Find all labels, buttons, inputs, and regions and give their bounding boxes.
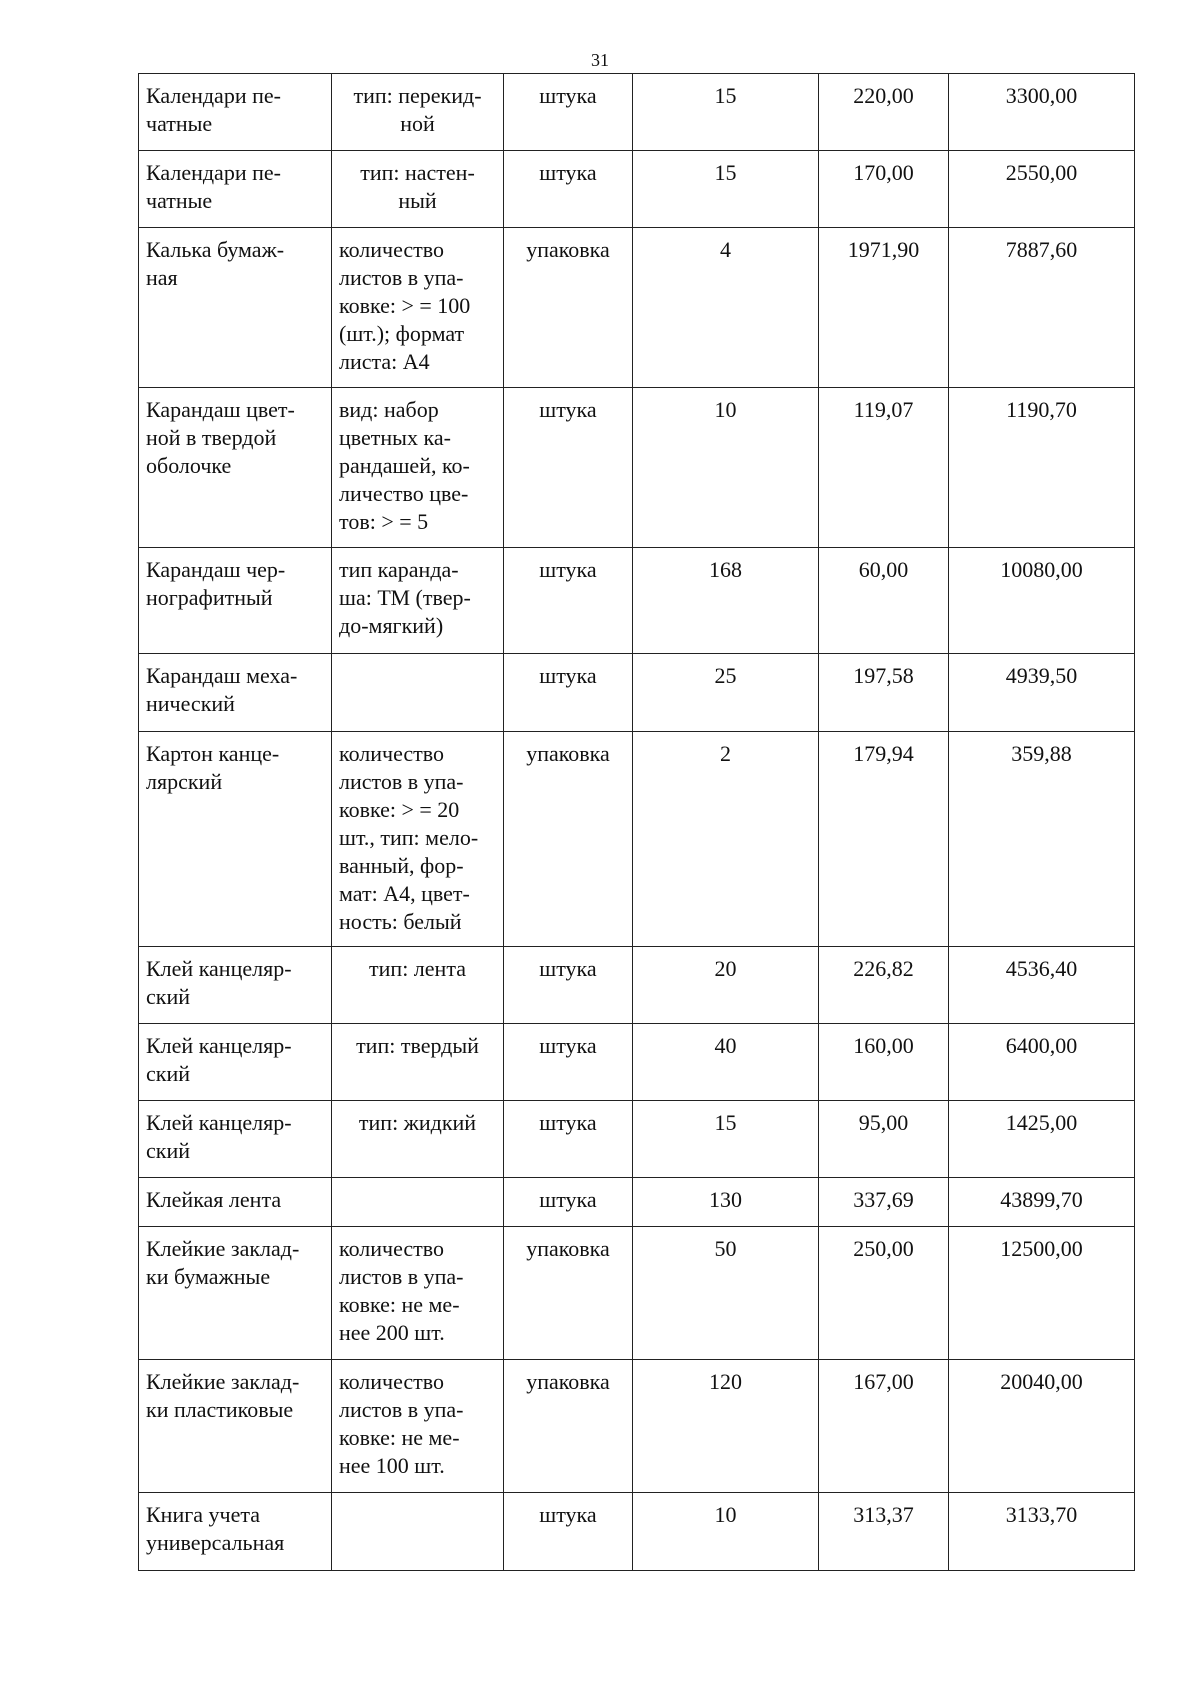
item-name-cell-text: Книга учета универсальная xyxy=(146,1502,285,1555)
item-name-cell-text: Картон канце- лярский xyxy=(146,741,280,794)
item-name-cell-text: Календари пе- чатные xyxy=(146,83,281,136)
item-unit-cell xyxy=(504,947,633,1024)
item-quantity-cell-text: 25 xyxy=(714,663,737,688)
item-price-cell-text: 119,07 xyxy=(853,397,914,422)
table-row xyxy=(139,1101,1135,1178)
item-spec-cell-text: количество листов в упа- ковке: не ме- нее 100 шт. xyxy=(339,1369,464,1478)
item-unit-cell xyxy=(504,654,633,732)
item-spec-cell xyxy=(332,1360,504,1493)
item-spec-cell-text: количество листов в упа- ковке: > = 100 (шт.); формат листа: А4 xyxy=(339,237,471,374)
item-total-cell xyxy=(949,151,1135,228)
item-total-cell-text: 3133,70 xyxy=(1005,1502,1078,1527)
item-total-cell-text: 1190,70 xyxy=(1006,397,1077,422)
item-price-cell xyxy=(819,1493,949,1571)
item-quantity-cell-text: 20 xyxy=(714,956,737,981)
item-price-cell-text: 60,00 xyxy=(858,557,909,582)
item-name-cell xyxy=(139,732,332,947)
item-quantity-cell-text: 50 xyxy=(714,1236,737,1261)
item-unit-cell xyxy=(504,228,633,388)
item-spec-cell-text: тип: настен- ный xyxy=(360,160,475,213)
item-name-cell-text: Карандаш цвет- ной в твердой оболочке xyxy=(146,397,295,478)
item-spec-cell xyxy=(332,1101,504,1178)
item-spec-cell xyxy=(332,1227,504,1360)
item-unit-cell xyxy=(504,388,633,548)
table-row xyxy=(139,1178,1135,1227)
item-total-cell xyxy=(949,1178,1135,1227)
item-price-cell xyxy=(819,654,949,732)
item-price-cell xyxy=(819,732,949,947)
table-row xyxy=(139,1493,1135,1571)
item-quantity-cell xyxy=(633,151,819,228)
item-unit-cell xyxy=(504,1101,633,1178)
item-price-cell xyxy=(819,388,949,548)
item-price-cell xyxy=(819,1024,949,1101)
item-price-cell-text: 160,00 xyxy=(853,1033,914,1058)
item-spec-cell-text: тип каранда- ша: ТМ (твер- до-мягкий) xyxy=(339,557,471,638)
item-price-cell-text: 95,00 xyxy=(858,1110,909,1135)
item-unit-cell xyxy=(504,74,633,151)
item-quantity-cell xyxy=(633,1227,819,1360)
item-quantity-cell xyxy=(633,947,819,1024)
item-total-cell xyxy=(949,548,1135,654)
item-quantity-cell-text: 10 xyxy=(714,1502,737,1527)
item-name-cell xyxy=(139,151,332,228)
item-name-cell xyxy=(139,228,332,388)
table-row xyxy=(139,548,1135,654)
item-quantity-cell-text: 130 xyxy=(709,1187,742,1212)
item-spec-cell xyxy=(332,947,504,1024)
item-total-cell-text: 10080,00 xyxy=(1000,557,1083,582)
item-unit-cell xyxy=(504,1227,633,1360)
item-price-cell-text: 170,00 xyxy=(853,160,914,185)
item-spec-cell xyxy=(332,1493,504,1571)
item-total-cell xyxy=(949,1493,1135,1571)
table-row xyxy=(139,74,1135,151)
item-unit-cell xyxy=(504,732,633,947)
item-quantity-cell-text: 10 xyxy=(714,397,737,422)
item-spec-cell xyxy=(332,388,504,548)
item-spec-cell-text: тип: перекид- ной xyxy=(353,83,482,136)
item-total-cell-text: 20040,00 xyxy=(1000,1369,1083,1394)
item-quantity-cell-text: 40 xyxy=(714,1033,737,1058)
item-spec-cell xyxy=(332,1178,504,1227)
table-row xyxy=(139,947,1135,1024)
item-unit-cell-text: упаковка xyxy=(526,237,610,262)
item-price-cell xyxy=(819,228,949,388)
table-row xyxy=(139,388,1135,548)
item-price-cell xyxy=(819,1178,949,1227)
item-spec-cell xyxy=(332,228,504,388)
item-spec-cell xyxy=(332,654,504,732)
item-spec-cell-text: тип: лента xyxy=(369,956,466,981)
item-quantity-cell-text: 4 xyxy=(720,237,731,262)
item-quantity-cell-text: 168 xyxy=(709,557,742,582)
item-price-cell xyxy=(819,1227,949,1360)
items-table xyxy=(138,73,1135,1571)
item-price-cell xyxy=(819,947,949,1024)
item-name-cell-text: Календари пе- чатные xyxy=(146,160,281,213)
item-price-cell-text: 179,94 xyxy=(853,741,914,766)
item-unit-cell xyxy=(504,1493,633,1571)
item-total-cell-text: 4939,50 xyxy=(1005,663,1078,688)
item-name-cell xyxy=(139,388,332,548)
item-unit-cell xyxy=(504,151,633,228)
item-unit-cell-text: штука xyxy=(539,1187,597,1212)
item-spec-cell-text: количество листов в упа- ковке: > = 20 шт., тип: мело- ванный, фор- мат: А4, цвет- ность: белый xyxy=(339,741,479,934)
item-name-cell-text: Карандаш меха- нический xyxy=(146,663,298,716)
item-total-cell xyxy=(949,74,1135,151)
item-total-cell-text: 2550,00 xyxy=(1005,160,1078,185)
item-name-cell-text: Карандаш чер- нографитный xyxy=(146,557,286,610)
item-total-cell-text: 4536,40 xyxy=(1005,956,1078,981)
item-total-cell-text: 359,88 xyxy=(1011,741,1072,766)
item-unit-cell-text: упаковка xyxy=(526,1236,610,1261)
item-name-cell-text: Клейкая лента xyxy=(146,1187,282,1212)
item-unit-cell-text: штука xyxy=(539,397,597,422)
item-quantity-cell-text: 2 xyxy=(720,741,731,766)
item-spec-cell-text: тип: твердый xyxy=(356,1033,479,1058)
item-quantity-cell xyxy=(633,228,819,388)
table-row xyxy=(139,654,1135,732)
item-quantity-cell xyxy=(633,74,819,151)
item-total-cell xyxy=(949,732,1135,947)
table-row xyxy=(139,1024,1135,1101)
item-unit-cell-text: штука xyxy=(539,557,597,582)
item-name-cell xyxy=(139,947,332,1024)
item-price-cell-text: 226,82 xyxy=(853,956,914,981)
table-row xyxy=(139,1227,1135,1360)
item-price-cell-text: 250,00 xyxy=(853,1236,914,1261)
item-name-cell xyxy=(139,1101,332,1178)
item-quantity-cell xyxy=(633,1493,819,1571)
item-total-cell xyxy=(949,947,1135,1024)
item-unit-cell-text: штука xyxy=(539,1502,597,1527)
page-number: 31 xyxy=(591,50,609,70)
item-spec-cell xyxy=(332,74,504,151)
item-quantity-cell-text: 120 xyxy=(709,1369,742,1394)
item-quantity-cell xyxy=(633,1360,819,1493)
item-unit-cell xyxy=(504,1360,633,1493)
item-price-cell xyxy=(819,1101,949,1178)
item-quantity-cell-text: 15 xyxy=(714,1110,737,1135)
item-quantity-cell-text: 15 xyxy=(714,83,737,108)
item-spec-cell-text: тип: жидкий xyxy=(358,1110,477,1135)
item-quantity-cell xyxy=(633,1024,819,1101)
items-table-body xyxy=(139,74,1135,1571)
item-quantity-cell xyxy=(633,388,819,548)
table-row xyxy=(139,732,1135,947)
item-unit-cell-text: штука xyxy=(539,160,597,185)
item-name-cell xyxy=(139,1024,332,1101)
item-name-cell-text: Клей канцеляр- ский xyxy=(146,1110,292,1163)
item-total-cell-text: 3300,00 xyxy=(1005,83,1078,108)
item-name-cell xyxy=(139,1360,332,1493)
item-total-cell xyxy=(949,654,1135,732)
item-total-cell-text: 7887,60 xyxy=(1005,237,1078,262)
item-total-cell-text: 6400,00 xyxy=(1005,1033,1078,1058)
item-price-cell-text: 337,69 xyxy=(853,1187,914,1212)
item-price-cell xyxy=(819,1360,949,1493)
item-quantity-cell xyxy=(633,1178,819,1227)
item-name-cell-text: Клей канцеляр- ский xyxy=(146,1033,292,1086)
item-price-cell-text: 167,00 xyxy=(853,1369,914,1394)
item-unit-cell xyxy=(504,1024,633,1101)
item-total-cell xyxy=(949,388,1135,548)
item-price-cell xyxy=(819,151,949,228)
item-price-cell xyxy=(819,548,949,654)
item-name-cell xyxy=(139,1178,332,1227)
item-name-cell-text: Клейкие заклад- ки бумажные xyxy=(146,1236,300,1289)
item-price-cell-text: 1971,90 xyxy=(847,237,920,262)
table-row xyxy=(139,1360,1135,1493)
item-unit-cell-text: штука xyxy=(539,663,597,688)
item-unit-cell-text: упаковка xyxy=(526,1369,610,1394)
item-unit-cell-text: штука xyxy=(539,1033,597,1058)
item-name-cell xyxy=(139,1493,332,1571)
item-spec-cell xyxy=(332,1024,504,1101)
item-unit-cell-text: штука xyxy=(539,83,597,108)
item-spec-cell xyxy=(332,151,504,228)
item-total-cell-text: 43899,70 xyxy=(1000,1187,1083,1212)
item-price-cell-text: 313,37 xyxy=(853,1502,914,1527)
item-quantity-cell xyxy=(633,732,819,947)
item-quantity-cell xyxy=(633,548,819,654)
item-price-cell-text: 220,00 xyxy=(853,83,914,108)
item-total-cell xyxy=(949,1024,1135,1101)
item-spec-cell-text: количество листов в упа- ковке: не ме- нее 200 шт. xyxy=(339,1236,464,1345)
item-unit-cell xyxy=(504,548,633,654)
item-quantity-cell xyxy=(633,1101,819,1178)
item-quantity-cell-text: 15 xyxy=(714,160,737,185)
item-spec-cell xyxy=(332,732,504,947)
table-row xyxy=(139,228,1135,388)
item-unit-cell-text: упаковка xyxy=(526,741,610,766)
item-total-cell xyxy=(949,1360,1135,1493)
item-name-cell xyxy=(139,74,332,151)
item-quantity-cell xyxy=(633,654,819,732)
item-name-cell xyxy=(139,1227,332,1360)
item-total-cell xyxy=(949,1227,1135,1360)
item-total-cell-text: 12500,00 xyxy=(1000,1236,1083,1261)
item-name-cell-text: Клейкие заклад- ки пластиковые xyxy=(146,1369,300,1422)
item-price-cell xyxy=(819,74,949,151)
item-unit-cell xyxy=(504,1178,633,1227)
item-name-cell-text: Клей канцеляр- ский xyxy=(146,956,292,1009)
item-total-cell xyxy=(949,228,1135,388)
item-total-cell-text: 1425,00 xyxy=(1005,1110,1078,1135)
item-spec-cell xyxy=(332,548,504,654)
item-name-cell xyxy=(139,654,332,732)
table-row xyxy=(139,151,1135,228)
item-name-cell xyxy=(139,548,332,654)
item-unit-cell-text: штука xyxy=(539,956,597,981)
item-total-cell xyxy=(949,1101,1135,1178)
item-price-cell-text: 197,58 xyxy=(853,663,914,688)
item-unit-cell-text: штука xyxy=(539,1110,597,1135)
item-spec-cell-text: вид: набор цветных ка- рандашей, ко- личество цве- тов: > = 5 xyxy=(339,397,470,534)
item-name-cell-text: Калька бумаж- ная xyxy=(146,237,285,290)
